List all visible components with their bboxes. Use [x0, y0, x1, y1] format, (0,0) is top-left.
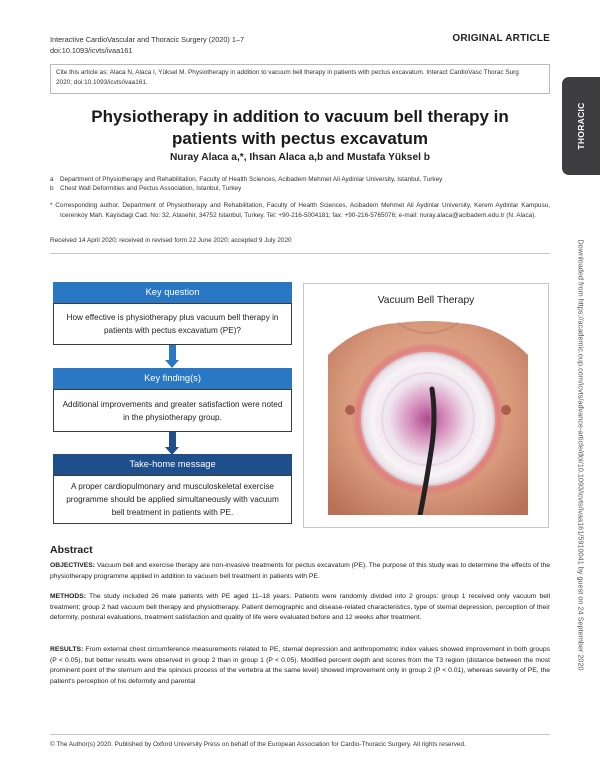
section-side-tab — [562, 77, 600, 175]
chest-vacuum-bell-illustration — [328, 315, 528, 515]
vacuum-bell-figure — [303, 283, 549, 528]
journal-doi: doi:10.1093/icvts/ivaa161 — [50, 46, 133, 55]
key-finding-text: Additional improvements and greater satisfaction were noted in the physiotherapy group. — [62, 399, 283, 422]
key-finding-box — [53, 389, 292, 432]
footer-divider — [50, 734, 550, 735]
key-finding-header: Key finding(s) — [53, 368, 292, 389]
journal-info — [50, 34, 244, 56]
affiliation-b-mark: b — [50, 185, 54, 192]
download-note: Downloaded from https://academic.oup.com/icvts/advance-article/doi/10.1093/icvts/ivaa161/5910041 by guest on 24 September 2020 — [576, 239, 586, 671]
citation-line-1: Cite this article as: Alaca N, Alaca I, Yüksel M. Physiotherapy in addition to vacuum bell therapy in patients with pectus excavatum. Interact CardioVasc Thorac Surg — [56, 69, 519, 76]
key-question-header: Key question — [53, 282, 292, 303]
article-title-line-2: patients with pectus excavatum — [171, 129, 429, 148]
methods-text: The study included 26 male patients with PE aged 11–18 years. Patients were randomly divided into 2 groups: group 1 received only vacuum bell treatment; group 2 had vacuum bell therapy and physiotherapy. Patient demographic and disease-related characteristics, type of sternal depression, perception of their deformity, postural evaluations, treatment satisfaction and quality of life were evaluated before and 12 weeks after treatment. — [50, 593, 550, 622]
objectives-label: OBJECTIVES: — [50, 562, 96, 569]
key-question-box — [53, 303, 292, 345]
article-title — [50, 106, 550, 150]
objectives-text: Vacuum bell and exercise therapy are non-invasive treatments for pectus excavatum (PE). The purpose of this study was to determine the effects of the physiotherapy programme applied in addition to vacuum bell treatment in patients with PE. — [50, 562, 550, 580]
author-list: Nuray Alaca a,*, Ihsan Alaca a,b and Mustafa Yüksel b — [169, 152, 431, 163]
results-text: From external chest circumference measurements related to PE, sternal depression and anthropometric index values showed improvement in both groups (P < 0.05), but better results were observed in group 2 than in group 1 (P < 0.05). Modified percent depth and scores from the T3 region (distance between the most prominent point of the sternum and the spinous process of the vertebra at the same level) showed improvement only in group 2 (P < 0.01), whereas severity of PE, the patient's perception of his deformity and parental — [50, 646, 550, 685]
section-side-tab-label: THORACIC — [576, 102, 586, 150]
methods-label: METHODS: — [50, 593, 86, 600]
take-home-box — [53, 475, 292, 524]
key-question-text: How effective is physiotherapy plus vacuum bell therapy in patients with pectus excavatum (PE)? — [66, 313, 279, 335]
divider — [50, 253, 550, 254]
affiliation-a-mark: a — [50, 176, 54, 183]
affiliation-b-text: Chest Wall Deformities and Pectus Association, Istanbul, Turkey — [60, 185, 242, 192]
abstract-results — [50, 645, 550, 687]
arrow-down-icon — [169, 345, 176, 361]
vacuum-bell-photo — [328, 315, 528, 515]
received-dates: Received 14 April 2020; received in revised form 22 June 2020; accepted 9 July 2020 — [50, 237, 292, 244]
results-label: RESULTS: — [50, 646, 84, 653]
article-title-line-1: Physiotherapy in addition to vacuum bell therapy in — [91, 107, 509, 126]
article-type-label: ORIGINAL ARTICLE — [452, 33, 550, 44]
take-home-header: Take-home message — [53, 454, 292, 475]
citation-box — [50, 64, 550, 94]
affiliation-a — [50, 175, 550, 184]
graphical-abstract-flowchart — [50, 278, 295, 528]
abstract-objectives — [50, 561, 550, 582]
take-home-text: A proper cardiopulmonary and musculoskeletal exercise programme should be applied simultaneously with vacuum bell treatment in patients with PE. — [66, 482, 279, 517]
abstract-methods — [50, 592, 550, 624]
abstract-heading: Abstract — [50, 544, 93, 556]
corresponding-author: * Corresponding author. Department of Physiotherapy and Rehabilitation, Faculty of Health Sciences, Acibadem Mehmet Ali Aydinlar University, Kerem Aydinlar Kampusu, Icerenkoy Mah. Kayisdagi Cad. No: 32, Atasehir, 34752 Istanbul, Turkey. Tel: +90-216-5004181; fax: +90-216-5765076; e-mail: nuray.alaca@acibadem.edu.tr (N. Alaca). — [50, 202, 550, 219]
affiliation-a-text: Department of Physiotherapy and Rehabilitation, Faculty of Health Sciences, Acibadem Mehmet Ali Aydinlar University, Istanbul, Turkey — [60, 176, 443, 183]
journal-name: Interactive CardioVascular and Thoracic Surgery (2020) 1–7 — [50, 35, 245, 44]
figure-caption: Vacuum Bell Therapy — [377, 295, 475, 306]
citation-line-2: 2020; doi:10.1093/icvts/ivaa161. — [56, 79, 148, 86]
arrow-down-icon — [169, 432, 176, 448]
affiliation-b — [50, 184, 550, 193]
copyright-footer: © The Author(s) 2020. Published by Oxford University Press on behalf of the European Association for Cardio-Thoracic Surgery. All rights reserved. — [50, 741, 466, 748]
